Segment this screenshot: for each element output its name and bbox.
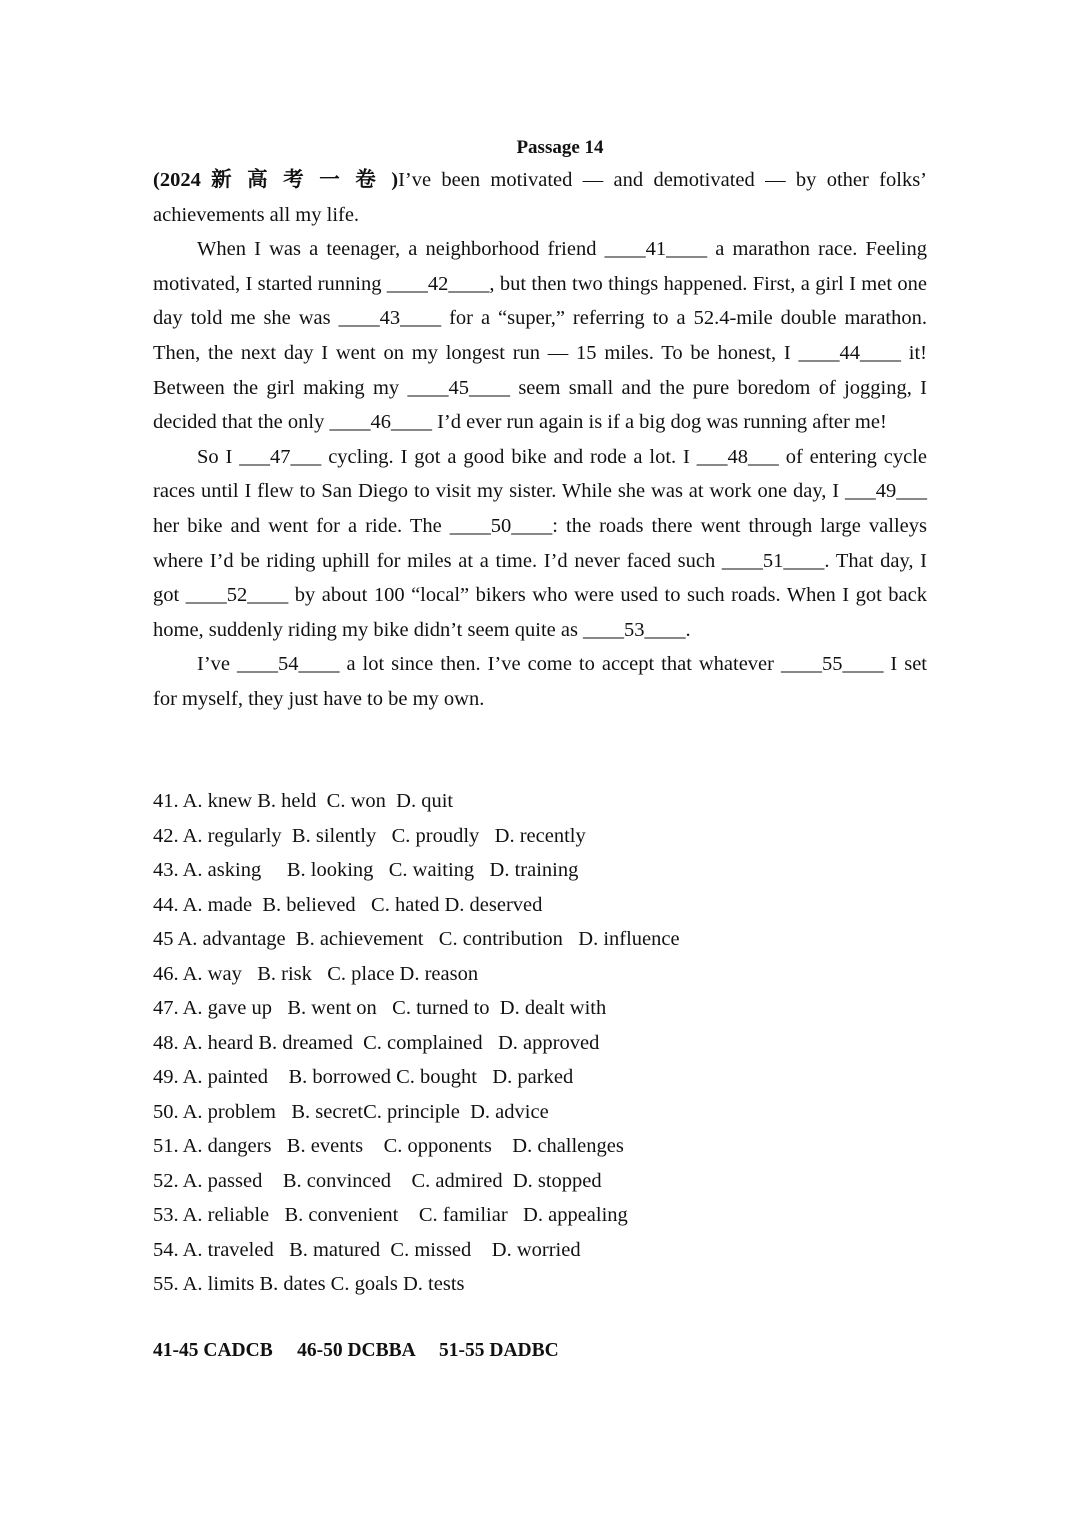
answer-key: 41-45 CADCB 46-50 DCBBA 51-55 DADBC (153, 1340, 559, 1361)
option-41: 41. A. knew B. held C. won D. quit (153, 790, 454, 812)
paragraph-2: When I was a teenager, a neighborhood friend ____41____ a marathon race. Feeling motivated, I started running ____42____, but then two things happened. First, a girl I met one day told me she was ____43____ for a “super,” referring to a 52.4-mile double marathon. Then, the next day I went on my longest run — 15 miles. To be honest, I ____44____ it! Between the girl making my ____45____ seem small and the pure boredom of jogging, I decided that the only ____46____ I’d ever run again is if a big dog was running after me! (153, 238, 927, 434)
option-47: 47. A. gave up B. went on C. turned to D. dealt with (153, 997, 607, 1019)
paragraph-4: I’ve ____54____ a lot since then. I’ve come to accept that whatever ____55____ I set for myself, they just have to be my own. (153, 653, 927, 710)
option-49: 49. A. painted B. borrowed C. bought D. parked (153, 1066, 574, 1088)
source-label: (2024 新 高 考 一 卷 ) (153, 169, 399, 191)
passage-title: Passage 14 (516, 137, 604, 158)
option-52: 52. A. passed B. convinced C. admired D. stopped (153, 1169, 602, 1192)
option-54: 54. A. traveled B. matured C. missed D. worried (153, 1238, 581, 1261)
option-45: 45 A. advantage B. achievement C. contribution D. influence (153, 928, 680, 950)
paragraph-1-text: I’ve been motivated — and demotivated — by other folks’ achievements all my life. (153, 169, 928, 226)
paragraph-3: So I ___47___ cycling. I got a good bike and rode a lot. I ___48___ of entering cycle races until I flew to San Diego to visit my sister. While she was at work one day, I ___49___ her bike and went for a ride. The ____50____: the roads there went through large valleys where I’d be riding uphill for miles at a time. I’d never faced such ____51____. That day, I got ____52____ by about 100 “local” bikers who were used to such roads. When I got back home, suddenly riding my bike didn’t seem quite as ____53____. (153, 445, 927, 641)
option-53: 53. A. reliable B. convenient C. familiar D. appealing (153, 1204, 628, 1226)
option-44: 44. A. made B. believed C. hated D. deserved (153, 893, 543, 916)
option-50: 50. A. problem B. secretC. principle D. advice (153, 1100, 549, 1123)
options-list (153, 784, 953, 1302)
option-42: 42. A. regularly B. silently C. proudly D. recently (153, 824, 586, 847)
option-46: 46. A. way B. risk C. place D. reason (153, 962, 479, 985)
option-43: 43. A. asking B. looking C. waiting D. training (153, 859, 579, 881)
option-51: 51. A. dangers B. events C. opponents D. challenges (153, 1135, 624, 1157)
option-55: 55. A. limits B. dates C. goals D. tests (153, 1273, 465, 1295)
paragraph-1 (153, 163, 927, 232)
passage-text (153, 163, 927, 717)
option-48: 48. A. heard B. dreamed C. complained D. approved (153, 1031, 600, 1054)
